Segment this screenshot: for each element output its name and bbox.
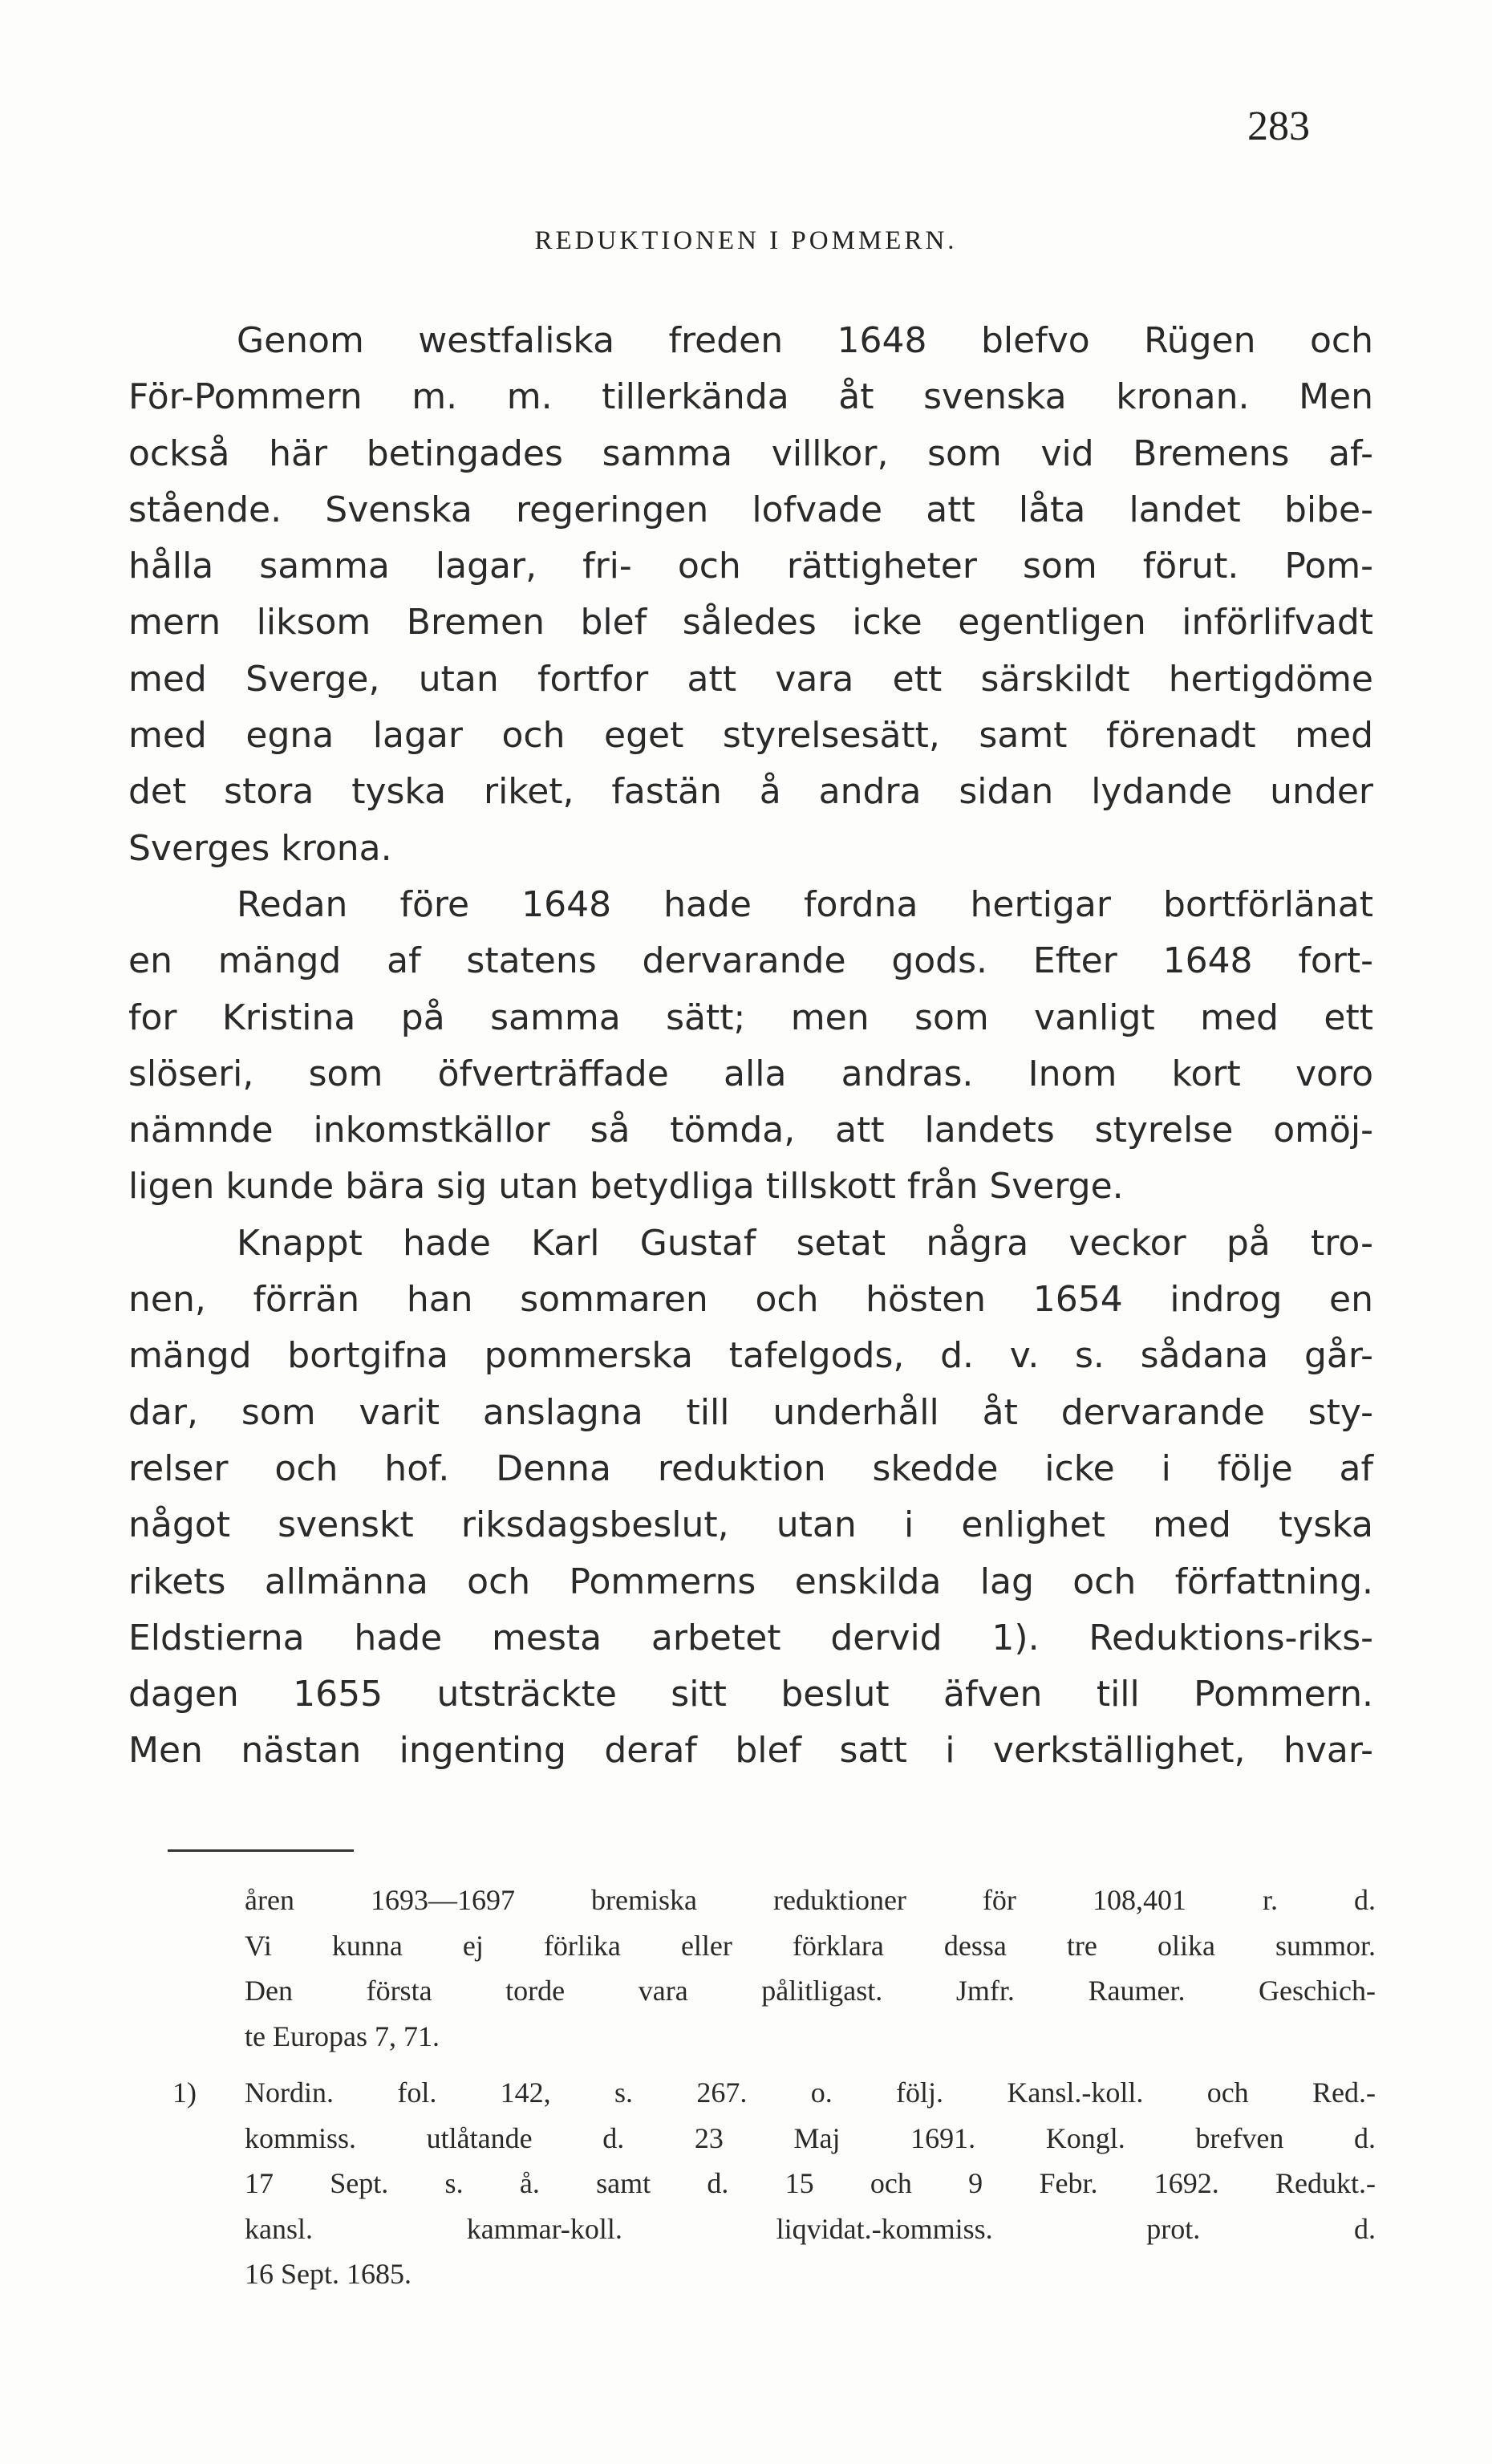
footnote-line: te Europas 7, 71. [245, 2020, 440, 2052]
text-line: det stora tyska riket, fastän å andra sidan lydande under [128, 771, 1373, 813]
text-line: Knappt hade Karl Gustaf setat några veckor på tro- [237, 1222, 1373, 1264]
text-line: slöseri, som öfverträffade alla andras. Inom kort voro [128, 1053, 1373, 1094]
text-line: dagen 1655 utsträckte sitt beslut äfven till Pommern. [128, 1674, 1373, 1715]
footnote-continued [245, 1877, 1376, 2059]
footnote-line: 16 Sept. 1685. [245, 2258, 412, 2290]
text-line: ligen kunde bära sig utan betydliga tillskott från Sverge. [128, 1166, 1124, 1208]
text-line: rikets allmänna och Pommerns enskilda lag och författning. [128, 1561, 1373, 1602]
footnote-marker: 1) [172, 2076, 197, 2109]
text-line: Sverges krona. [128, 827, 392, 869]
text-line: Men nästan ingenting deraf blef satt i verkställighet, hvar- [128, 1730, 1373, 1772]
footnote-1-body [245, 2070, 1376, 2297]
text-line: relser och hof. Denna reduktion skedde icke i följe af [128, 1447, 1373, 1489]
text-line: också här betingades samma villkor, som vid Bremens af- [128, 432, 1373, 474]
text-line: stående. Svenska regeringen lofvade att låta landet bibe- [128, 489, 1373, 530]
footnote-line: Den första torde vara pålitligast. Jmfr. Raumer. Geschich- [245, 1975, 1376, 2007]
text-line: Eldstierna hade mesta arbetet dervid 1). Reduktions-riks- [128, 1617, 1373, 1658]
text-line: for Kristina på samma sätt; men som vanligt med ett [128, 997, 1373, 1038]
text-line: mern liksom Bremen blef således icke egentligen införlifvadt [128, 602, 1373, 643]
text-line: nämnde inkomstkällor så tömda, att landets styrelse omöj- [128, 1110, 1373, 1151]
text-line: mängd bortgifna pommerska tafelgods, d. v. s. sådana går- [128, 1335, 1373, 1377]
text-line: med Sverge, utan fortfor att vara ett särskildt hertigdöme [128, 658, 1373, 700]
footnote-line: åren 1693—1697 bremiska reduktioner för 108,401 r. d. [245, 1884, 1376, 1916]
text-line: Genom westfaliska freden 1648 blefvo Rügen och [237, 320, 1373, 361]
text-line: hålla samma lagar, fri- och rättigheter som förut. Pom- [128, 546, 1373, 587]
running-head: REDUKTIONEN I POMMERN. [534, 226, 958, 255]
text-line: dar, som varit anslagna till underhåll åt dervarande sty- [128, 1391, 1373, 1433]
footnote-line: Vi kunna ej förlika eller förklara dessa tre olika summor. [245, 1929, 1376, 1962]
text-line: en mängd af statens dervarande gods. Efter 1648 fort- [128, 940, 1373, 982]
footnote-line: kansl. kammar-koll. liqvidat.-kommiss. prot. d. [245, 2212, 1376, 2245]
text-line: nen, förrän han sommaren och hösten 1654 indrog en [128, 1279, 1373, 1321]
footnote-line: kommiss. utlåtande d. 23 Maj 1691. Kongl. brefven d. [245, 2121, 1376, 2154]
text-line: För-Pommern m. m. tillerkända åt svenska kronan. Men [128, 376, 1373, 418]
text-line: Redan före 1648 hade fordna hertigar bortförlänat [237, 883, 1373, 925]
text-line: med egna lagar och eget styrelsesätt, samt förenadt med [128, 715, 1373, 757]
page-number: 283 [1247, 104, 1310, 149]
text-line: något svenskt riksdagsbeslut, utan i enlighet med tyska [128, 1504, 1373, 1546]
footnote-line: Nordin. fol. 142, s. 267. o. följ. Kansl.-koll. och Red.- [245, 2076, 1376, 2109]
main-text [128, 313, 1373, 1780]
footnote-line: 17 Sept. s. å. samt d. 15 och 9 Febr. 1692. Redukt.- [245, 2167, 1376, 2199]
footnote-divider [168, 1849, 354, 1852]
